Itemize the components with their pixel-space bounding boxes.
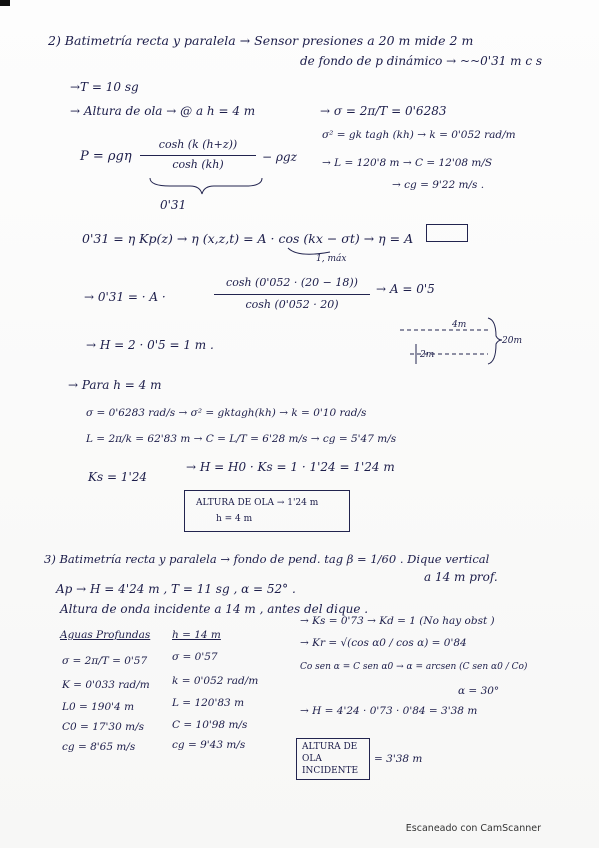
section2-title-cont: de fondo de p dinámico → ~~0'31 m c s [300, 54, 543, 68]
scanner-watermark: Escaneado con CamScanner [405, 823, 541, 834]
ks-kd-line: → Ks = 0'73 → Kd = 1 (No hay obst ) [300, 615, 495, 627]
kr-line: → Kr = √(cos α0 / cos α) = 0'84 [300, 637, 467, 649]
pressure-denominator: cosh (kh) [172, 158, 224, 171]
eta-line: 0'31 = η Kp(z) → η (x,z,t) = A · cos (kx − σt) → η = A [82, 231, 414, 246]
sketch-label-4m: 4m [452, 320, 467, 330]
h14-row: cg = 9'43 m/s [172, 739, 246, 751]
amplitude-denominator: cosh (0'052 · 20) [245, 298, 339, 311]
result-box-1-line1: ALTURA DE OLA → 1'24 m [196, 498, 319, 508]
result-box-2-line2: OLA [302, 754, 322, 764]
group-celerity-line: → cg = 9'22 m/s . [392, 179, 485, 191]
sigma2-line: σ = 0'6283 rad/s → σ² = gktagh(kh) → k = 0'10 rad/s [86, 407, 367, 419]
wavelength2-line: L = 2π/k = 62'83 m → C = L/T = 6'28 m/s → cg = 5'47 m/s [86, 433, 397, 445]
snell-line: Co sen α = C sen α0 → α = arcsen (C sen α0 / Co) [300, 662, 528, 672]
deep-row: K = 0'033 rad/m [62, 679, 150, 691]
pressure-numerator: cosh (k (h+z)) [158, 138, 238, 151]
dispersion-line: σ² = gk tagh (kh) → k = 0'052 rad/m [322, 129, 516, 141]
h14-row: C = 10'98 m/s [172, 719, 248, 731]
height-line: → H = 2 · 0'5 = 1 m . [86, 338, 214, 352]
pressure-tail: − ρgz [262, 150, 297, 164]
incident-height-line: Altura de onda incidente a 14 m , antes del dique . [60, 602, 369, 616]
column-deep-water: Aguas Profundas [60, 629, 151, 641]
deep-row: σ = 2π/T = 0'57 [62, 655, 148, 667]
wave-height-line: → Altura de ola → @ a h = 4 m [70, 104, 256, 118]
deep-row: C0 = 17'30 m/s [62, 721, 145, 733]
para-line: → Para h = 4 m [68, 378, 162, 392]
h14-row: σ = 0'57 [172, 651, 218, 663]
result-box-1-line2: h = 4 m [216, 514, 253, 524]
result-box-2-line3: INCIDENTE [302, 766, 359, 776]
alpha-result: α = 30° [458, 685, 500, 697]
wavelength-line: → L = 120'8 m → C = 12'08 m/S [322, 157, 493, 169]
pressure-brace-value: 0'31 [160, 198, 187, 212]
section3-title-cont: a 14 m prof. [424, 570, 498, 584]
result-box-2-value: = 3'38 m [374, 753, 423, 765]
result-box-2-line1: ALTURA DE [302, 742, 358, 752]
amplitude-result: → A = 0'5 [376, 282, 435, 296]
deep-water-line: Ap → H = 4'24 m , T = 11 sg , α = 52° . [56, 582, 296, 596]
h14-row: k = 0'052 rad/m [172, 675, 259, 687]
amplitude-eq-lead: → 0'31 = · A · [84, 290, 166, 304]
deep-row: L0 = 190'4 m [62, 701, 135, 713]
h-result-line: → H = H0 · Ks = 1 · 1'24 = 1'24 m [186, 460, 395, 474]
sketch-label-20m: 20m [502, 336, 522, 346]
ks-line: Ks = 1'24 [88, 470, 148, 484]
sigma-line: → σ = 2π/T = 0'6283 [320, 104, 447, 118]
section2-title: 2) Batimetría recta y paralela → Sensor presiones a 20 m mide 2 m [48, 33, 474, 48]
section3-title: 3) Batimetría recta y paralela → fondo de pend. tag β = 1/60 . Dique vertical [44, 552, 490, 566]
eta-note: 1, máx [316, 254, 347, 264]
deep-row: cg = 8'65 m/s [62, 741, 136, 753]
sketch-label-2m: 2m [420, 350, 435, 360]
amplitude-numerator: cosh (0'052 · (20 − 18)) [226, 276, 358, 289]
pressure-eq-lead: P = ρgη [80, 149, 132, 164]
period-line: →T = 10 sg [70, 80, 139, 94]
h-incident-result: → H = 4'24 · 0'73 · 0'84 = 3'38 m [300, 705, 478, 717]
column-h14: h = 14 m [172, 629, 221, 641]
eta-result-box [426, 224, 468, 242]
h14-row: L = 120'83 m [172, 697, 245, 709]
